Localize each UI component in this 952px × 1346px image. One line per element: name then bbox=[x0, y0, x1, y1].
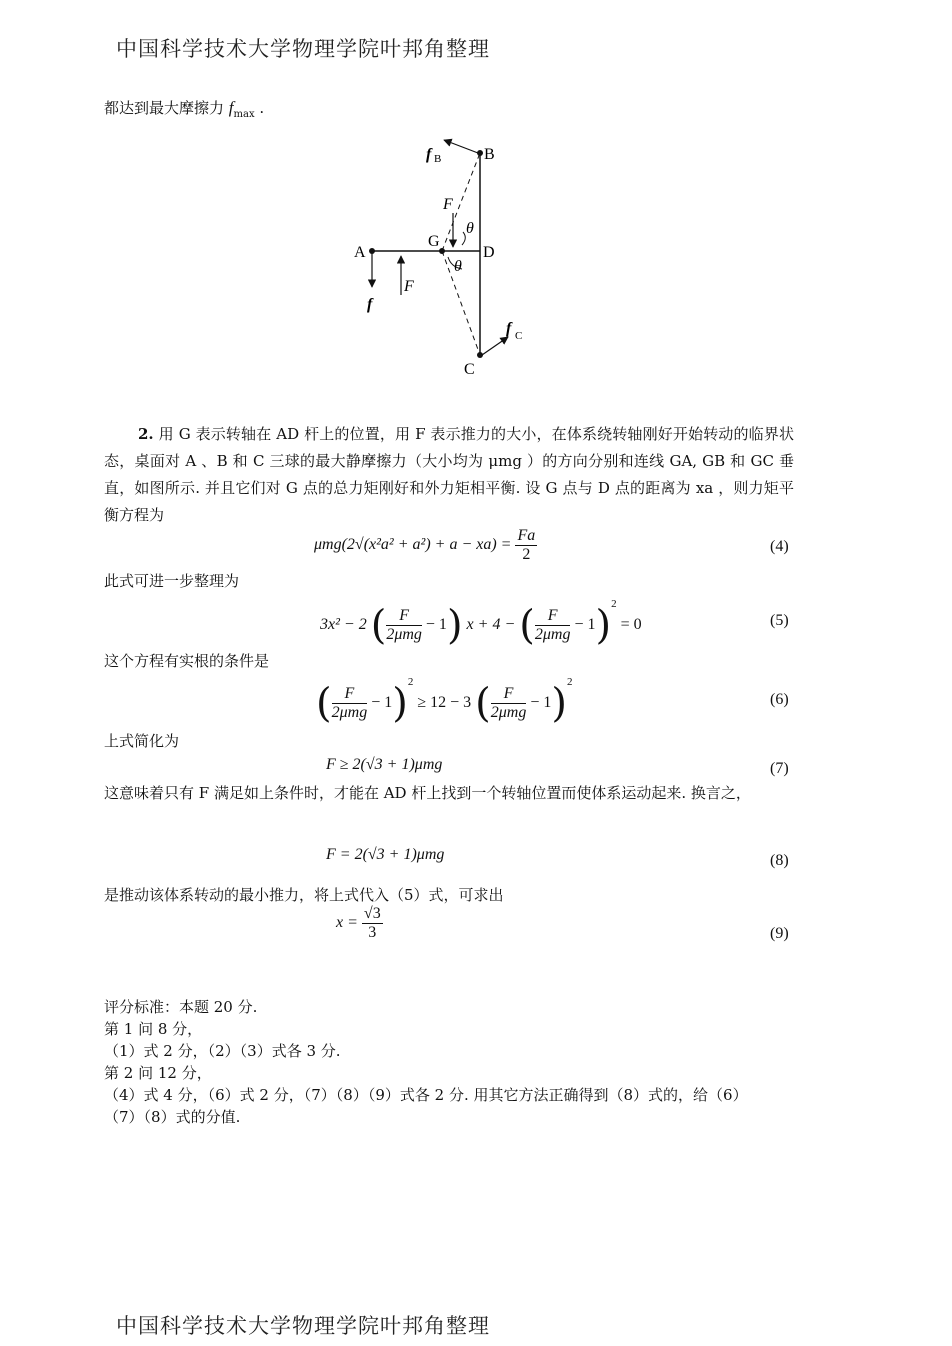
eq4-number: (4) bbox=[770, 538, 789, 555]
eq9-num: √3 bbox=[363, 905, 381, 922]
equation-4 bbox=[314, 527, 537, 564]
eq6-fnum2: F bbox=[503, 684, 514, 702]
label-A: A bbox=[354, 244, 366, 261]
eq5-fden2: 2μmg bbox=[534, 625, 571, 643]
intro-symbol: f bbox=[228, 98, 234, 117]
page-header: 中国科学技术大学物理学院叶邦角整理 bbox=[116, 37, 490, 61]
scoring-line-2: 第 1 问 8 分， bbox=[104, 1020, 203, 1038]
text-after-eq7: 这意味着只有 F 满足如上条件时，才能在 AD 杆上找到一个转轴位置而使体系运动起来. 换言之， bbox=[104, 784, 751, 802]
eq5-fnum1: F bbox=[399, 606, 409, 624]
scoring-line-3: （1）式 2 分，（2）（3）式各 3 分. bbox=[104, 1042, 341, 1060]
intro-end: . bbox=[259, 99, 265, 117]
label-C: C bbox=[464, 361, 475, 378]
problem2-paragraph bbox=[104, 421, 794, 529]
equation-6: ( $\frac{F}{\text{2μmg}} - 1)^2 \ge 12 - 3$ ( $\frac{F}{\text{2μmg}} - 1)^2$ bbox=[316, 676, 573, 727]
eq6-sq2: 2 bbox=[567, 676, 573, 688]
label-fC-sub: C bbox=[515, 330, 523, 342]
equation-9 bbox=[336, 905, 383, 942]
eq6-number: (6) bbox=[770, 691, 789, 708]
eq5-number: (5) bbox=[770, 612, 789, 629]
eq9-lhs: x = bbox=[336, 914, 358, 932]
problem2-number: 2. bbox=[138, 425, 154, 443]
eq8-number: (8) bbox=[770, 852, 789, 869]
equation-5: 3x² − 2 ( $\frac{F}{\text{2μmg}} - 1$) x + 4 − ( $\frac{F}{\text{2μmg}} - 1)^2 = 0$ bbox=[320, 598, 642, 649]
label-theta-lower: θ bbox=[454, 258, 462, 275]
text-after-eq5: 这个方程有实根的条件是 bbox=[104, 652, 270, 670]
label-D: D bbox=[483, 244, 495, 261]
equation-7 bbox=[326, 756, 442, 774]
text-after-eq8: 是推动该体系转动的最小推力，将上式代入（5）式，可求出 bbox=[104, 886, 504, 904]
eq6-sq1: 2 bbox=[407, 676, 414, 688]
label-F-bottom: F bbox=[404, 278, 414, 295]
eq6-fden2: 2μmg bbox=[490, 703, 527, 721]
text-after-eq6: 上式简化为 bbox=[104, 732, 180, 750]
force-fC-arrow bbox=[482, 337, 508, 355]
text-after-eq4: 此式可进一步整理为 bbox=[104, 572, 240, 590]
eq5-fden1: 2μmg bbox=[386, 625, 422, 643]
eq6-m1a: − 1 bbox=[371, 694, 393, 711]
scoring-line-6: （7）（8）式的分值. bbox=[104, 1108, 241, 1126]
scoring-line-5: （4）式 4 分，（6）式 2 分，（7）（8）（9）式各 2 分. 用其它方法正确得到（8）式的，给（6） bbox=[104, 1086, 748, 1104]
force-fB-arrow bbox=[444, 140, 478, 153]
eq5-m1: − 1 bbox=[425, 616, 447, 633]
eq9-number: (9) bbox=[770, 925, 789, 942]
scoring-line-4: 第 2 问 12 分， bbox=[104, 1064, 212, 1082]
label-B: B bbox=[484, 146, 495, 163]
eq7-number: (7) bbox=[770, 760, 789, 777]
eq5-c: = 0 bbox=[620, 616, 642, 633]
label-fB: f bbox=[426, 146, 432, 163]
eq4-lhs: μmg(2√(x²a² + a²) + a − xa) = bbox=[314, 536, 512, 554]
eq4-den: 2 bbox=[522, 546, 531, 563]
eq6-m1b: − 1 bbox=[530, 694, 552, 711]
label-G: G bbox=[428, 233, 440, 250]
intro-line bbox=[104, 97, 264, 120]
eq4-fraction bbox=[515, 527, 537, 564]
label-f: f bbox=[367, 296, 373, 313]
scoring-block bbox=[104, 996, 804, 1128]
eq5-fnum2: F bbox=[547, 606, 558, 624]
eq4-num: Fa bbox=[517, 527, 536, 544]
equation-8 bbox=[326, 846, 444, 864]
theta-arc-upper bbox=[462, 232, 465, 245]
label-F-top: F bbox=[443, 196, 453, 213]
eq5-m2: − 1 bbox=[574, 616, 596, 633]
point-G bbox=[439, 248, 445, 254]
eq7-text: F ≥ 2(√3 + 1)μmg bbox=[326, 756, 443, 773]
intro-subscript: max bbox=[233, 109, 255, 120]
eq5-sq: 2 bbox=[611, 598, 617, 610]
eq9-den: 3 bbox=[368, 924, 377, 941]
problem2-text: 用 G 表示转轴在 AD 杆上的位置，用 F 表示推力的大小，在体系绕转轴刚好开始转动的临界状态，桌面对 A 、B 和 C 三球的最大静摩擦力（大小均为 μmg ）的方向分别和连线 GA, GB 和 GC 垂直，如图所示. 并且它们对 G 点的总力矩刚好和外力矩相平衡. 设 G 点与 D 点的距离为 xa ，则力矩平衡方程为 bbox=[104, 425, 794, 524]
eq8-text: F = 2(√3 + 1)μmg bbox=[326, 846, 445, 863]
label-theta-upper: θ bbox=[466, 220, 474, 237]
eq6-mid: ≥ 12 − 3 bbox=[417, 694, 472, 711]
page-footer: 中国科学技术大学物理学院叶邦角整理 bbox=[116, 1314, 490, 1338]
intro-text: 都达到最大摩擦力 bbox=[104, 99, 225, 117]
eq5-b: x + 4 − bbox=[466, 616, 516, 633]
force-diagram bbox=[330, 135, 560, 380]
label-fC: f bbox=[506, 320, 512, 337]
eq6-fden1: 2μmg bbox=[331, 703, 368, 721]
label-fB-sub: B bbox=[434, 153, 442, 165]
eq5-a: 3x² − 2 bbox=[320, 616, 367, 633]
scoring-line-1: 评分标准：本题 20 分. bbox=[104, 998, 258, 1016]
eq6-fnum1: F bbox=[344, 684, 355, 702]
